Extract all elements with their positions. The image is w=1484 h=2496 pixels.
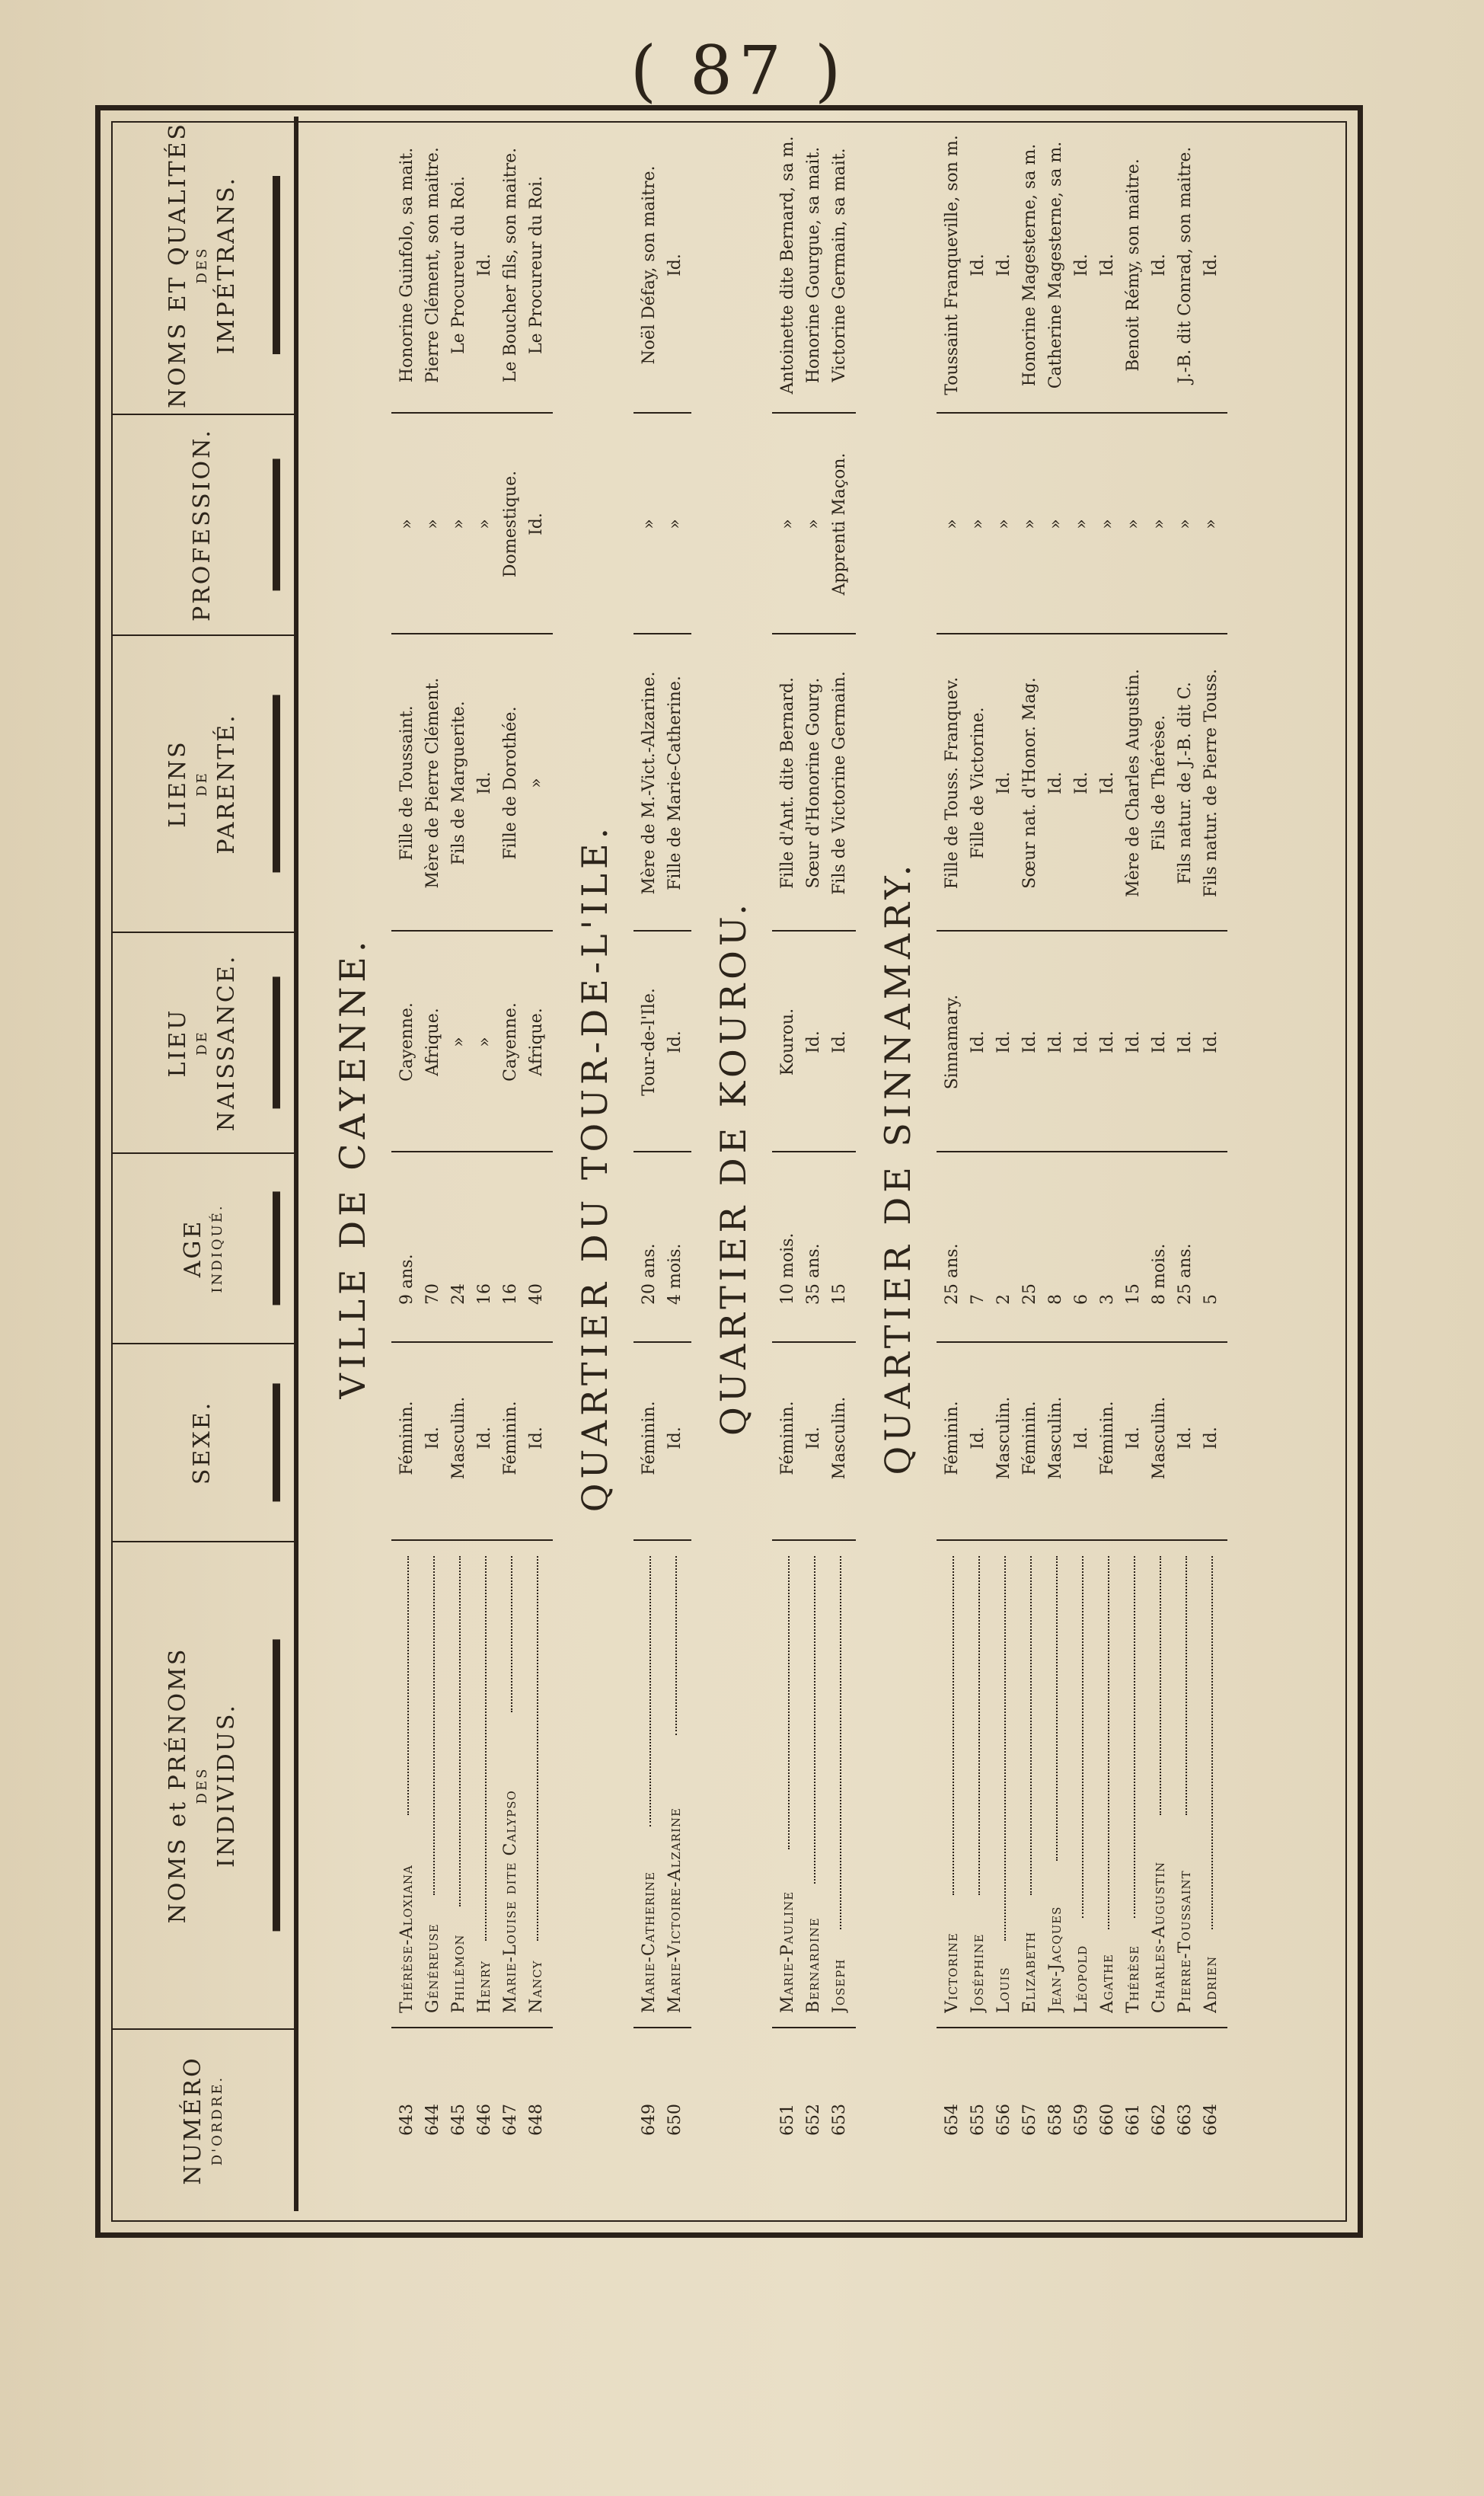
cell-name: Henry	[475, 1961, 494, 2013]
cell-sexe: Féminin.	[1098, 1401, 1117, 1475]
cell-profession: »	[1124, 519, 1143, 529]
cell-number: 654	[943, 2104, 962, 2136]
dotted-leader	[485, 1556, 487, 1941]
cell-profession: »	[1020, 519, 1039, 529]
cell-impetrans: Id.	[1202, 254, 1221, 276]
column-rule	[772, 412, 856, 414]
cell-profession: »	[804, 519, 823, 529]
cell-lieu: Id.	[804, 1031, 823, 1053]
cell-age: 25 ans.	[1176, 1243, 1195, 1305]
header-liens-line2: DE	[194, 771, 210, 797]
column-rule	[772, 2027, 856, 2028]
cell-number: 657	[1020, 2104, 1039, 2136]
cell-liens: »	[527, 778, 546, 788]
column-rule	[937, 1151, 1227, 1152]
cell-age: 7	[969, 1294, 988, 1305]
cell-age: 10 mois.	[778, 1232, 797, 1305]
header-lieu-line2: DE	[194, 1030, 210, 1056]
cell-liens: Mère de Pierre Clément.	[423, 677, 442, 889]
cell-impetrans: Id.	[1072, 254, 1091, 276]
section-title: QUARTIER DU TOUR-DE-L'ILE.	[574, 823, 615, 1513]
dotted-leader	[675, 1556, 677, 1735]
cell-liens: Fille de Dorothée.	[501, 706, 520, 860]
cell-liens: Fils de Thérèse.	[1150, 714, 1169, 852]
cell-sexe: Féminin.	[778, 1401, 797, 1475]
cell-impetrans: Le Procureur du Roi.	[527, 176, 546, 354]
column-rule	[391, 2027, 553, 2028]
cell-liens: Id.	[1072, 772, 1091, 794]
cell-name: Bernardine	[804, 1917, 823, 2013]
dotted-leader	[953, 1556, 954, 1895]
column-rule	[633, 1341, 691, 1343]
cell-number: 643	[397, 2104, 416, 2136]
cell-lieu: Tour-de-l'Ile.	[640, 988, 659, 1096]
cell-impetrans: Le Procureur du Roi.	[449, 176, 468, 354]
cell-profession: »	[449, 519, 468, 529]
dotted-leader	[1082, 1556, 1083, 1918]
table-body	[303, 117, 1339, 2211]
cell-name: Joseph	[830, 1958, 849, 2013]
cell-lieu: Id.	[1124, 1031, 1143, 1053]
column-rule	[772, 1341, 856, 1343]
cell-lieu: Afrique.	[527, 1008, 546, 1076]
cell-number: 660	[1098, 2104, 1117, 2136]
column-rule	[391, 412, 553, 414]
header-age	[111, 1152, 294, 1343]
column-rule	[633, 633, 691, 634]
cell-sexe: Id.	[1202, 1427, 1221, 1449]
cell-impetrans: Victorine Germain, sa mait.	[830, 148, 849, 382]
column-rule	[633, 1151, 691, 1152]
cell-impetrans: Antoinette dite Bernard, sa m.	[778, 136, 797, 395]
header-lieu-line1: LIEU	[164, 1008, 191, 1078]
header-numero-line2: D'ORDRE.	[209, 2075, 225, 2166]
cell-age: 40	[527, 1283, 546, 1305]
column-rule	[937, 930, 1227, 932]
cell-name: Marie-Louise dite Calypso	[501, 1790, 520, 2013]
header-profession-line1: PROFESSION.	[189, 428, 215, 622]
cell-lieu: Id.	[665, 1031, 685, 1053]
cell-impetrans: Id.	[1098, 254, 1117, 276]
cell-sexe: Féminin.	[397, 1401, 416, 1475]
cell-name: Elizabeth	[1020, 1931, 1039, 2013]
header-lieu-line3: NAISSANCE.	[213, 954, 240, 1132]
cell-age: 9 ans.	[397, 1254, 416, 1305]
cell-lieu: Id.	[1150, 1031, 1169, 1053]
cell-age: 20 ans.	[640, 1243, 659, 1305]
cell-impetrans: Id.	[475, 254, 494, 276]
cell-number: 661	[1124, 2104, 1143, 2136]
cell-sexe: Id.	[423, 1427, 442, 1449]
cell-liens: Sœur d'Honorine Gourg.	[804, 677, 823, 889]
cell-number: 644	[423, 2104, 442, 2136]
cell-impetrans: Honorine Guinfolo, sa mait.	[397, 147, 416, 383]
cell-number: 652	[804, 2104, 823, 2136]
cell-name: Thérèse	[1124, 1945, 1143, 2013]
cell-sexe: Id.	[665, 1427, 685, 1449]
column-rule	[772, 633, 856, 634]
table-row	[1121, 117, 1147, 2211]
table-row	[827, 117, 853, 2211]
header-age-line2: INDIQUÉ.	[209, 1203, 225, 1293]
cell-number: 656	[994, 2104, 1013, 2136]
column-rule	[937, 412, 1227, 414]
cell-lieu: Id.	[1176, 1031, 1195, 1053]
cell-age: 70	[423, 1283, 442, 1305]
cell-liens: Fille de Toussaint.	[397, 705, 416, 861]
cell-profession: »	[1072, 519, 1091, 529]
header-liens	[111, 634, 294, 932]
cell-number: 659	[1072, 2104, 1091, 2136]
cell-lieu: »	[449, 1037, 468, 1047]
column-rule	[391, 633, 553, 634]
cell-number: 650	[665, 2104, 685, 2136]
cell-profession: »	[1098, 519, 1117, 529]
cell-sexe: Féminin.	[1020, 1401, 1039, 1475]
cell-sexe: Id.	[804, 1427, 823, 1449]
header-sexe	[111, 1343, 294, 1541]
cell-liens: Mère de Charles Augustin.	[1124, 669, 1143, 897]
cell-profession: »	[943, 519, 962, 529]
cell-profession: Id.	[527, 513, 546, 535]
header-impetrans-line2: DES	[194, 246, 210, 284]
cell-number: 645	[449, 2104, 468, 2136]
column-rule	[633, 1539, 691, 1541]
register-table	[111, 117, 1341, 2211]
cell-impetrans: Pierre Clément, son maitre.	[423, 147, 442, 383]
header-row	[111, 117, 294, 2211]
header-noms-line2: DES	[194, 1766, 210, 1804]
cell-liens: Id.	[994, 772, 1013, 794]
table-row	[1069, 117, 1095, 2211]
cell-lieu: Id.	[994, 1031, 1013, 1053]
table-row	[662, 117, 688, 2211]
cell-liens: Fils de Victorine Germain.	[830, 671, 849, 895]
cell-profession: Domestique.	[501, 470, 520, 578]
column-rule	[937, 1539, 1227, 1541]
cell-number: 648	[527, 2104, 546, 2136]
cell-name: Pierre-Toussaint	[1176, 1870, 1195, 2013]
cell-profession: »	[1202, 519, 1221, 529]
cell-liens: Fille d'Ant. dite Bernard.	[778, 677, 797, 889]
column-rule	[633, 930, 691, 932]
cell-liens: Fille de Marie-Catherine.	[665, 676, 685, 890]
cell-liens: Fille de Touss. Franquev.	[943, 676, 962, 890]
cell-sexe: Féminin.	[943, 1401, 962, 1475]
cell-impetrans: Honorine Gourgue, sa mait.	[804, 146, 823, 384]
dotted-leader	[537, 1556, 538, 1941]
cell-number: 653	[830, 2104, 849, 2136]
cell-impetrans: Id.	[665, 254, 685, 276]
cell-number: 662	[1150, 2104, 1169, 2136]
header-lieu-bar	[273, 977, 280, 1109]
table-row	[1173, 117, 1198, 2211]
cell-profession: »	[423, 519, 442, 529]
cell-impetrans: Id.	[994, 254, 1013, 276]
cell-age: 16	[501, 1283, 520, 1305]
header-sexe-bar	[273, 1384, 280, 1502]
dotted-leader	[1134, 1556, 1135, 1918]
header-impetrans-line1: NOMS ET QUALITÉS	[164, 122, 191, 408]
cell-lieu: Cayenne.	[397, 1002, 416, 1082]
cell-sexe: Féminin.	[640, 1401, 659, 1475]
cell-name: Léopold	[1072, 1945, 1091, 2013]
cell-age: 3	[1098, 1294, 1117, 1305]
column-rule	[772, 930, 856, 932]
dotted-leader	[1211, 1556, 1213, 1929]
column-rule	[937, 1341, 1227, 1343]
cell-sexe: Masculin.	[449, 1396, 468, 1480]
table-row	[637, 117, 662, 2211]
cell-age: 8	[1046, 1294, 1065, 1305]
cell-number: 646	[475, 2104, 494, 2136]
cell-lieu: Kourou.	[778, 1008, 797, 1076]
cell-profession: »	[475, 519, 494, 529]
cell-sexe: Masculin.	[1150, 1396, 1169, 1480]
cell-profession: »	[778, 519, 797, 529]
cell-lieu: Id.	[1046, 1031, 1065, 1053]
cell-profession: »	[969, 519, 988, 529]
column-rule	[391, 1539, 553, 1541]
dotted-leader	[1004, 1556, 1006, 1941]
cell-profession: »	[994, 519, 1013, 529]
cell-number: 658	[1046, 2104, 1065, 2136]
cell-liens: Fils de Marguerite.	[449, 701, 468, 865]
cell-age: 6	[1072, 1294, 1091, 1305]
dotted-leader	[1108, 1556, 1109, 1929]
dotted-leader	[840, 1556, 841, 1929]
dotted-leader	[511, 1556, 512, 1712]
header-liens-line3: PARENTÉ.	[213, 713, 240, 855]
cell-sexe: Id.	[475, 1427, 494, 1449]
cell-liens: Fils natur. de J.-B. dit C.	[1176, 682, 1195, 884]
cell-age: 2	[994, 1294, 1013, 1305]
cell-age: 15	[830, 1283, 849, 1305]
cell-name: Nancy	[527, 1960, 546, 2013]
table-row	[446, 117, 472, 2211]
cell-impetrans: Noël Défay, son maitre.	[640, 165, 659, 365]
cell-lieu: Id.	[1098, 1031, 1117, 1053]
cell-profession: »	[397, 519, 416, 529]
cell-sexe: Féminin.	[501, 1401, 520, 1475]
column-rule	[772, 1539, 856, 1541]
cell-lieu: Sinnamary.	[943, 994, 962, 1090]
header-impetrans-line3: IMPÉTRANS.	[213, 175, 240, 355]
cell-lieu: Id.	[969, 1031, 988, 1053]
dotted-leader	[407, 1556, 409, 1815]
table-row	[801, 117, 827, 2211]
cell-sexe: Id.	[1176, 1427, 1195, 1449]
cell-liens: Id.	[1098, 772, 1117, 794]
table-row	[965, 117, 991, 2211]
table-row	[420, 117, 446, 2211]
cell-name: Charles-Augustin	[1150, 1861, 1169, 2013]
cell-sexe: Id.	[527, 1427, 546, 1449]
cell-sexe: Id.	[969, 1427, 988, 1449]
cell-sexe: Masculin.	[994, 1396, 1013, 1480]
header-lieu	[111, 932, 294, 1152]
cell-liens: Sœur nat. d'Honor. Mag.	[1020, 677, 1039, 889]
cell-name: Adrien	[1202, 1955, 1221, 2013]
column-rule	[391, 1341, 553, 1343]
cell-profession: Apprenti Maçon.	[830, 452, 849, 596]
cell-number: 655	[969, 2104, 988, 2136]
header-noms-line3: INDIVIDUS.	[213, 1703, 240, 1868]
header-numero	[111, 2028, 294, 2211]
cell-name: Marie-Catherine	[640, 1871, 659, 2013]
header-age-line1: AGE	[180, 1219, 206, 1278]
cell-liens: Fille de Victorine.	[969, 707, 988, 859]
cell-sexe: Id.	[1072, 1427, 1091, 1449]
table-row	[1043, 117, 1069, 2211]
table-row	[1147, 117, 1173, 2211]
cell-sexe: Masculin.	[830, 1396, 849, 1480]
cell-lieu: Cayenne.	[501, 1002, 520, 1082]
cell-age: 8 mois.	[1150, 1243, 1169, 1305]
cell-impetrans: J.-B. dit Conrad, son maitre.	[1176, 146, 1195, 384]
column-rule	[633, 412, 691, 414]
header-profession-bar	[273, 459, 280, 591]
cell-profession: »	[665, 519, 685, 529]
column-rule	[391, 1151, 553, 1152]
column-rule	[633, 2027, 691, 2028]
header-impetrans-bar	[273, 176, 280, 354]
cell-impetrans: Toussaint Franqueville, son m.	[943, 135, 962, 395]
cell-name: Agathe	[1098, 1954, 1117, 2013]
cell-name: Jean-Jacques	[1046, 1906, 1065, 2013]
table-row	[394, 117, 420, 2211]
header-age-bar	[273, 1192, 280, 1306]
table-row	[775, 117, 801, 2211]
header-numero-line1: NUMÉRO	[180, 2056, 206, 2185]
cell-lieu: Afrique.	[423, 1008, 442, 1076]
header-liens-line1: LIENS	[164, 740, 191, 828]
cell-liens: Id.	[475, 772, 494, 794]
header-noms-line1: NOMS et PRÉNOMS	[164, 1647, 191, 1924]
cell-impetrans: Le Boucher fils, son maitre.	[501, 147, 520, 383]
cell-age: 5	[1202, 1294, 1221, 1305]
cell-name: Généreuse	[423, 1923, 442, 2013]
dotted-leader	[788, 1556, 790, 1849]
dotted-leader	[649, 1556, 651, 1826]
section-title: VILLE DE CAYENNE.	[332, 936, 373, 1399]
cell-age: 24	[449, 1283, 468, 1305]
cell-name: Marie-Victoire-Alzarine	[665, 1807, 685, 2013]
cell-name: Louis	[994, 1967, 1013, 2013]
table-row	[524, 117, 550, 2211]
cell-impetrans: Catherine Magesterne, sa m.	[1046, 141, 1065, 389]
cell-profession: »	[1150, 519, 1169, 529]
header-noms	[111, 1541, 294, 2028]
column-rule	[937, 2027, 1227, 2028]
cell-profession: »	[1176, 519, 1195, 529]
table-row	[991, 117, 1017, 2211]
dotted-leader	[459, 1556, 461, 1906]
cell-sexe: Id.	[1124, 1427, 1143, 1449]
cell-number: 664	[1202, 2104, 1221, 2136]
cell-profession: »	[640, 519, 659, 529]
cell-impetrans: Benoit Rémy, son maitre.	[1124, 158, 1143, 372]
table-row	[1198, 117, 1224, 2211]
cell-profession: »	[1046, 519, 1065, 529]
cell-lieu: Id.	[1202, 1031, 1221, 1053]
cell-impetrans: Id.	[969, 254, 988, 276]
header-profession	[111, 414, 294, 634]
header-liens-bar	[273, 695, 280, 873]
cell-sexe: Masculin.	[1046, 1396, 1065, 1480]
cell-age: 35 ans.	[804, 1243, 823, 1305]
dotted-leader	[1186, 1556, 1187, 1815]
table-row	[1095, 117, 1121, 2211]
section-title: QUARTIER DE SINNAMARY.	[877, 860, 918, 1475]
cell-age: 4 mois.	[665, 1243, 685, 1305]
cell-liens: Id.	[1046, 772, 1065, 794]
dotted-leader	[814, 1556, 815, 1884]
cell-number: 663	[1176, 2104, 1195, 2136]
cell-name: Joséphine	[969, 1933, 988, 2013]
cell-lieu: Id.	[1072, 1031, 1091, 1053]
cell-lieu: Id.	[1020, 1031, 1039, 1053]
table-row	[472, 117, 498, 2211]
dotted-leader	[1030, 1556, 1032, 1895]
header-rule	[294, 117, 298, 2211]
column-rule	[391, 930, 553, 932]
column-rule	[937, 633, 1227, 634]
dotted-leader	[433, 1556, 435, 1895]
table-row	[498, 117, 524, 2211]
header-noms-bar	[273, 1640, 280, 1932]
cell-name: Thérèse-Aloxiana	[397, 1865, 416, 2013]
cell-name: Philémon	[449, 1934, 468, 2013]
cell-lieu: »	[475, 1037, 494, 1047]
cell-age: 25	[1020, 1283, 1039, 1305]
header-sexe-line1: SEXE.	[189, 1400, 215, 1485]
cell-number: 651	[778, 2104, 797, 2136]
table-row	[1017, 117, 1043, 2211]
cell-number: 647	[501, 2104, 520, 2136]
header-impetrans	[111, 117, 294, 414]
cell-number: 649	[640, 2104, 659, 2136]
section-title: QUARTIER DE KOUROU.	[713, 900, 754, 1437]
cell-age: 25 ans.	[943, 1243, 962, 1305]
page-number: ( 87 )	[630, 31, 847, 110]
cell-age: 15	[1124, 1283, 1143, 1305]
dotted-leader	[1160, 1556, 1161, 1815]
dotted-leader	[978, 1556, 980, 1895]
dotted-leader	[1056, 1556, 1058, 1861]
cell-impetrans: Honorine Magesterne, sa m.	[1020, 143, 1039, 387]
cell-impetrans: Id.	[1150, 254, 1169, 276]
cell-name: Victorine	[943, 1932, 962, 2013]
cell-liens: Mère de M.-Vict.-Alzarine.	[640, 671, 659, 895]
cell-name: Marie-Pauline	[778, 1890, 797, 2013]
column-rule	[772, 1151, 856, 1152]
cell-liens: Fils natur. de Pierre Touss.	[1202, 669, 1221, 897]
cell-lieu: Id.	[830, 1031, 849, 1053]
cell-age: 16	[475, 1283, 494, 1305]
table-row	[940, 117, 965, 2211]
